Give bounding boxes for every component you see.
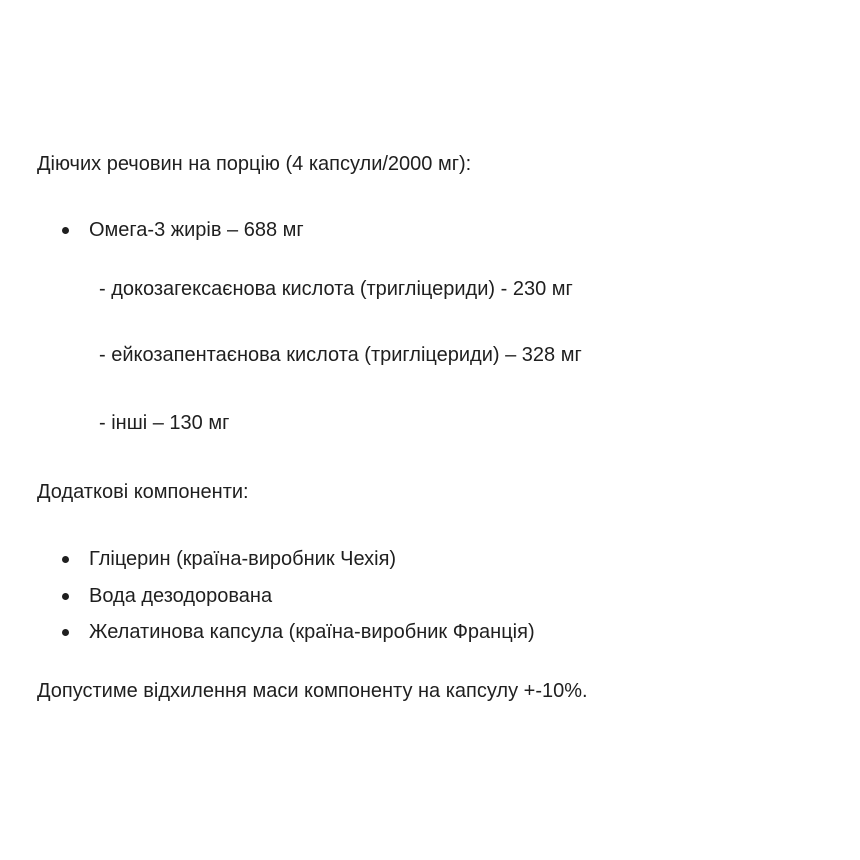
bullet-icon: [62, 593, 69, 600]
bullet-icon: [62, 629, 69, 636]
sub-item-dha: - докозагексаєнова кислота (тригліцериди) - 230 мг: [99, 278, 573, 300]
active-list-item-text: Омега-3 жирів – 688 мг: [89, 219, 304, 241]
bullet-icon: [62, 227, 69, 234]
sub-item-other: - інші – 130 мг: [99, 412, 230, 434]
servings-intro: Діючих речовин на порцію (4 капсули/2000 мг):: [37, 153, 472, 175]
sub-item-epa: - ейкозапентаєнова кислота (тригліцериди) – 328 мг: [99, 344, 582, 366]
additional-list-item-text: Вода дезодорована: [89, 585, 273, 607]
additional-list-item-text: Желатинова капсула (країна-виробник Франція): [89, 621, 535, 643]
additional-list-item-text: Гліцерин (країна-виробник Чехія): [89, 548, 397, 570]
additional-heading: Додаткові компоненти:: [37, 481, 249, 503]
bullet-icon: [62, 556, 69, 563]
tolerance-note: Допустиме відхилення маси компоненту на капсулу +-10%.: [37, 680, 588, 702]
